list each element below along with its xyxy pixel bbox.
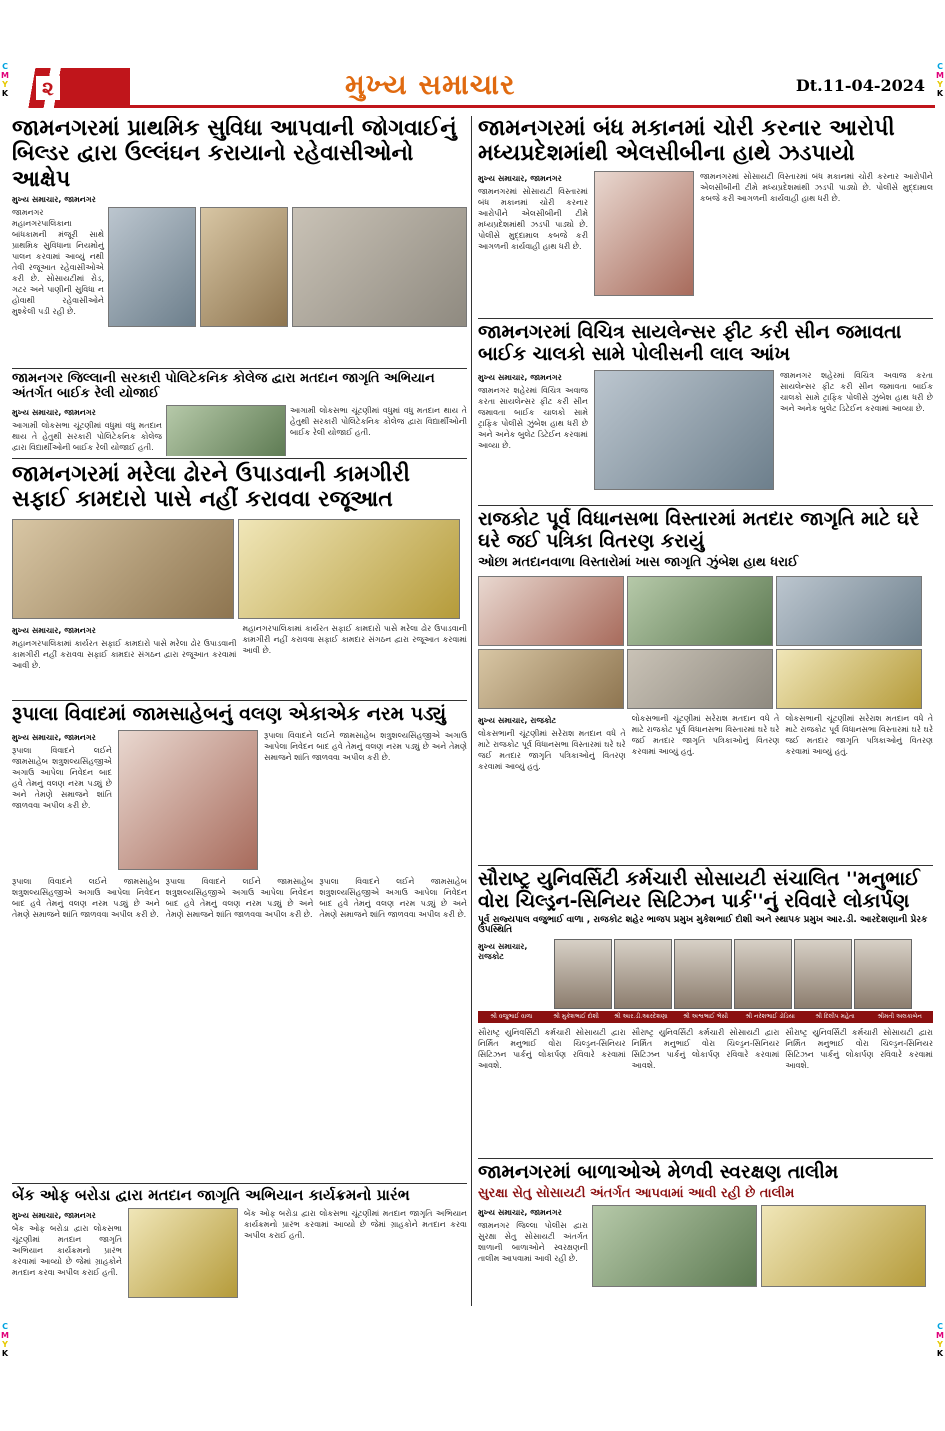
registration-marks-left-bottom: C M Y K	[1, 1322, 9, 1358]
byline: મુખ્ય સમાચાર, જામનગર	[478, 1207, 562, 1217]
registration-marks-right-bottom: C M Y K	[936, 1322, 944, 1358]
article-body: જામનગર જિલ્લા પોલીસ દ્વારા સુરક્ષા સેતુ સોસાયટી અંતર્ગત શાળાની બાળાઓને સ્વરક્ષણની તાલીમ આપવામાં આવી રહી છે.	[478, 1220, 588, 1263]
article-builder-violation	[12, 116, 467, 366]
registration-marks-right-top: C M Y K	[936, 62, 944, 98]
guest-portrait	[854, 939, 912, 1009]
byline: મુખ્ય સમાચાર, જામનગર	[12, 732, 96, 742]
article-body-continued: લોકસભાની ચૂંટણીમાં સરેરાશ મતદાન વધે તે માટે રાજકોટ પૂર્વ વિધાનસભા વિસ્તારમાં ઘરે ઘરે જઈ મતદાર જાગૃતિ પત્રિકાઓનું વિતરણ કરવામાં આવ્યું હતું.	[785, 713, 933, 756]
headline: સૌરાષ્ટ્ર યુનિવર્સિટી કર્મચારી સોસાયટી સંચાલિત ''મનુભાઈ વોરા ચિલ્ડ્રન-સિનિયર સિટિઝન પાર્ક''નું રવિવારે લોકાર્પણ	[478, 868, 920, 912]
article-body-continued: સૌરાષ્ટ્ર યુનિવર્સિટી કર્મચારી સોસાયટી દ્વારા નિર્મિત મનુભાઈ વોરા ચિલ્ડ્રન-સિનિયર સિટિઝન પાર્કનું લોકાર્પણ રવિવારે કરવામાં આવશે.	[785, 1027, 933, 1070]
article-photo	[238, 519, 460, 619]
byline: મુખ્ય સમાચાર, રાજકોટ	[478, 941, 528, 961]
byline: મુખ્ય સમાચાર, જામનગર	[12, 625, 96, 635]
headline: જામનગર જિલ્લાની સરકારી પોલિટેકનિક કોલેજ દ્વારા મતદાન જાગૃતિ અભિયાન અંતર્ગત બાઈક રેલી યોજાઈ	[12, 371, 435, 401]
byline: મુખ્ય સમાચાર, જામનગર	[12, 194, 96, 204]
subheadline: ઓછા મતદાનવાળા વિસ્તારોમાં ખાસ જાગૃતિ ઝુંબેશ હાથ ધરાઈ	[478, 554, 799, 570]
article-photo	[627, 649, 773, 709]
article-body-continued: રૂપાલા વિવાદને લઈને જામસાહેબ શત્રુશલ્યસિંહજીએ અગાઉ આપેલા નિવેદન બાદ હવે તેમનું વલણ નરમ પડ્યું છે અને તેમણે સમાજને શાંતિ જાળવવા અપીલ કરી છે.	[264, 730, 467, 762]
headline: જામનગરમાં બાળાઓએ મેળવી સ્વરક્ષણ તાલીમ	[478, 1161, 839, 1183]
article-photo	[478, 649, 624, 709]
subheadline: સુરક્ષા સેતુ સોસાયટી અંતર્ગત આપવામાં આવી રહી છે તાલીમ	[478, 1185, 795, 1201]
article-self-defense-training	[478, 1158, 933, 1308]
headline: જામનગરમાં બંધ મકાનમાં ચોરી કરનાર આરોપી મધ્યપ્રદેશમાંથી એલસીબીના હાથે ઝડપાયો	[478, 116, 895, 167]
article-polytechnic-bike-rally	[12, 368, 467, 456]
article-body-continued: જામનગરમાં સોસાયટી વિસ્તારમાં બંધ મકાનમાં ચોરી કરનાર આરોપીને એલસીબીની ટીમે મધ્યપ્રદેશમાંથી ઝડપી પાડ્યો છે. પોલીસે મુદ્દામાલ કબજે કરી આગળની કાર્યવાહી હાથ ધરી છે.	[700, 171, 933, 203]
page-number-badge	[10, 68, 130, 108]
article-body: સૌરાષ્ટ્ર યુનિવર્સિટી કર્મચારી સોસાયટી દ્વારા નિર્મિત મનુભાઈ વોરા ચિલ્ડ્રન-સિનિયર સિટિઝન પાર્કનું લોકાર્પણ રવિવારે કરવામાં આવશે.	[478, 1027, 626, 1070]
guest-portrait	[794, 939, 852, 1009]
article-rajkot-voter-awareness	[478, 505, 933, 860]
guest-caption: શ્રીમતી અલકાબેન	[877, 1012, 922, 1020]
guest-portrait	[614, 939, 672, 1009]
guest-portrait	[674, 939, 732, 1009]
issue-date: Dt.11-04-2024	[795, 76, 925, 95]
article-rupala-controversy	[12, 700, 467, 1180]
article-photo	[627, 576, 773, 646]
article-bank-of-baroda-campaign	[12, 1183, 467, 1308]
guest-caption: શ્રી આર.ડી.આરદેશણા	[614, 1012, 668, 1020]
headline: રૂપાલા વિવાદમાં જામસાહેબનું વલણ એકાએક નરમ પડ્યું	[12, 703, 447, 725]
byline: મુખ્ય સમાચાર, જામનગર	[478, 372, 562, 382]
article-body: આગામી લોકસભા ચૂંટણીમાં વધુમાં વધુ મતદાન થાય તે હેતુથી સરકારી પોલિટેકનિક કોલેજ દ્વારા વિદ્યાર્થીઓની બાઈક રેલી યોજાઈ હતી.	[12, 420, 162, 452]
article-photo	[292, 207, 467, 327]
article-theft-accused-arrested	[478, 116, 933, 316]
article-photo	[478, 576, 624, 646]
page-number: ૨	[36, 76, 60, 100]
byline: મુખ્ય સમાચાર, રાજકોટ	[478, 715, 557, 725]
article-photo	[108, 207, 196, 327]
registration-marks-left-top: C M Y K	[1, 62, 9, 98]
article-silencer-bikes	[478, 318, 933, 500]
headline: બેંક ઓફ બરોડા દ્વારા મતદાન જાગૃતિ અભિયાન કાર્યક્રમનો પ્રારંભ	[12, 1186, 410, 1204]
guest-caption: શ્રી નરેશભાઈ ડોડિયા	[745, 1012, 795, 1020]
guest-caption: શ્રી દિલીપ મહેતા	[815, 1012, 855, 1020]
article-body-continued: આગામી લોકસભા ચૂંટણીમાં વધુમાં વધુ મતદાન થાય તે હેતુથી સરકારી પોલિટેકનિક કોલેજ દ્વારા વિદ્યાર્થીઓની બાઈક રેલી યોજાઈ હતી.	[290, 405, 467, 437]
article-body: જામનગર મહાનગરપાલિકાના બાંધકામની મંજૂરી સાથે પ્રાથમિક સુવિધાના નિયમોનું પાલન કરવામાં આવ્યું નથી તેવી રજૂઆત રહેવાસીઓએ કરી છે. સોસાયટીમાં રોડ, ગટર અને પાણીની સુવિધા ન હોવાથી રહેવાસીઓને મુશ્કેલી પડી રહી છે.	[12, 207, 104, 316]
article-body: મહાનગરપાલિકામાં કાર્યરત સફાઈ કામદારો પાસે મરેલા ઢોર ઉપાડવાની કામગીરી નહીં કરાવવા સફાઈ કામદાર સંગઠન દ્વારા રજૂઆત કરવામાં આવી છે.	[12, 638, 237, 670]
byline: મુખ્ય સમાચાર, જામનગર	[478, 173, 562, 183]
article-photo	[761, 1205, 926, 1287]
article-photo	[776, 576, 922, 646]
guest-portrait	[554, 939, 612, 1009]
article-photo	[592, 1205, 757, 1287]
byline: મુખ્ય સમાચાર, જામનગર	[12, 1211, 96, 1221]
masthead	[10, 68, 935, 108]
article-photo	[12, 519, 234, 619]
headline: જામનગરમાં મરેલા ઢોરને ઉપાડવાની કામગીરી સફાઈ કામદારો પાસે નહીં કરાવવા રજૂઆત	[12, 462, 410, 513]
article-body-continued: મહાનગરપાલિકામાં કાર્યરત સફાઈ કામદારો પાસે મરેલા ઢોર ઉપાડવાની કામગીરી નહીં કરાવવા સફાઈ કામદાર સંગઠન દ્વારા રજૂઆત કરવામાં આવી છે.	[242, 623, 467, 655]
headline: જામનગરમાં પ્રાથમિક સુવિધા આપવાની જોગવાઈનું બિલ્ડર દ્વારા ઉલ્લંઘન કરાયાનો રહેવાસીઓનો આક્ષેપ	[12, 116, 457, 192]
article-park-inauguration	[478, 865, 933, 1155]
headline: રાજકોટ પૂર્વ વિધાનસભા વિસ્તારમાં મતદાર જાગૃતિ માટે ઘરે ઘરે જઈ પત્રિકા વિતરણ કરાયું	[478, 508, 920, 552]
guest-portrait	[734, 939, 792, 1009]
byline: મુખ્ય સમાચાર, જામનગર	[12, 407, 96, 417]
article-photo	[166, 405, 286, 456]
article-photo	[128, 1208, 238, 1298]
article-body-continued: સૌરાષ્ટ્ર યુનિવર્સિટી કર્મચારી સોસાયટી દ્વારા નિર્મિત મનુભાઈ વોરા ચિલ્ડ્રન-સિનિયર સિટિઝન પાર્કનું લોકાર્પણ રવિવારે કરવામાં આવશે.	[631, 1027, 780, 1070]
article-body-continued: રૂપાલા વિવાદને લઈને જામસાહેબ શત્રુશલ્યસિંહજીએ અગાઉ આપેલા નિવેદન બાદ હવે તેમનું વલણ નરમ પડ્યું છે અને તેમણે સમાજને શાંતિ જાળવવા અપીલ કરી છે.	[165, 876, 314, 919]
article-body-continued: રૂપાલા વિવાદને લઈને જામસાહેબ શત્રુશલ્યસિંહજીએ અગાઉ આપેલા નિવેદન બાદ હવે તેમનું વલણ નરમ પડ્યું છે અને તેમણે સમાજને શાંતિ જાળવવા અપીલ કરી છે.	[12, 876, 160, 919]
article-photo	[776, 649, 922, 709]
article-body-continued: જામનગર શહેરમાં વિચિત્ર અવાજ કરતા સાયલેન્સર ફીટ કરી સીન જમાવતા બાઈક ચાલકો સામે ટ્રાફિક પોલીસે ઝુંબેશ હાથ ધરી છે અને અનેક બુલેટ ડિટેઈન કરવામાં આવ્યા છે.	[780, 370, 933, 413]
subheadline: પૂર્વ રાજ્યપાલ વજુભાઈ વાળા , રાજકોટ શહેર ભાજપ પ્રમુખ મુકેશભાઈ દોશી અને સ્થાપક પ્રમુખ આર.ડી. આરદેશણાની પ્રેરક ઉપસ્થિતિ	[478, 914, 928, 935]
article-body: રૂપાલા વિવાદને લઈને જામસાહેબ શત્રુશલ્યસિંહજીએ અગાઉ આપેલા નિવેદન બાદ હવે તેમનું વલણ નરમ પડ્યું છે અને તેમણે સમાજને શાંતિ જાળવવા અપીલ કરી છે.	[12, 745, 112, 810]
article-body: બેંક ઓફ બરોડા દ્વારા લોકસભા ચૂંટણીમાં મતદાન જાગૃતિ અભિયાન કાર્યક્રમનો પ્રારંભ કરવામાં આવ્યો છે જેમાં ગ્રાહકોને મતદાન કરવા અપીલ કરાઈ હતી.	[12, 1224, 122, 1278]
guest-caption: શ્રી મુકેશભાઈ દોશી	[553, 1012, 599, 1020]
article-body-continued: રૂપાલા વિવાદને લઈને જામસાહેબ શત્રુશલ્યસિંહજીએ અગાઉ આપેલા નિવેદન બાદ હવે તેમનું વલણ નરમ પડ્યું છે અને તેમણે સમાજને શાંતિ જાળવવા અપીલ કરી છે.	[319, 876, 467, 919]
seized-bikes-photo	[594, 370, 774, 490]
article-dead-cattle-representation	[12, 458, 467, 698]
page-title: મુખ્ય સમાચાર	[345, 68, 516, 101]
headline: જામનગરમાં વિચિત્ર સાયલેન્સર ફીટ કરી સીન જમાવતા બાઈક ચાલકો સામે પોલીસની લાલ આંખ	[478, 321, 902, 365]
column-divider	[471, 116, 472, 1306]
article-body: લોકસભાની ચૂંટણીમાં સરેરાશ મતદાન વધે તે માટે રાજકોટ પૂર્વ વિધાનસભા વિસ્તારમાં ઘરે ઘરે જઈ મતદાર જાગૃતિ પત્રિકાઓનું વિતરણ કરવામાં આવ્યું હતું.	[478, 728, 626, 771]
jamsaheb-portrait	[118, 730, 258, 870]
article-body-continued: બેંક ઓફ બરોડા દ્વારા લોકસભા ચૂંટણીમાં મતદાન જાગૃતિ અભિયાન કાર્યક્રમનો પ્રારંભ કરવામાં આવ્યો છે જેમાં ગ્રાહકોને મતદાન કરવા અપીલ કરાઈ હતી.	[244, 1209, 467, 1241]
guest-captions	[478, 1011, 933, 1023]
article-photo	[200, 207, 288, 327]
article-body: જામનગર શહેરમાં વિચિત્ર અવાજ કરતા સાયલેન્સર ફીટ કરી સીન જમાવતા બાઈક ચાલકો સામે ટ્રાફિક પોલીસે ઝુંબેશ હાથ ધરી છે અને અનેક બુલેટ ડિટેઈન કરવામાં આવ્યા છે.	[478, 385, 588, 450]
guest-caption: શ્રી વજુભાઈ વાળા	[490, 1012, 533, 1020]
article-body-continued: લોકસભાની ચૂંટણીમાં સરેરાશ મતદાન વધે તે માટે રાજકોટ પૂર્વ વિધાનસભા વિસ્તારમાં ઘરે ઘરે જઈ મતદાર જાગૃતિ પત્રિકાઓનું વિતરણ કરવામાં આવ્યું હતું.	[631, 713, 780, 756]
accused-photo	[594, 171, 694, 296]
article-body: જામનગરમાં સોસાયટી વિસ્તારમાં બંધ મકાનમાં ચોરી કરનાર આરોપીને એલસીબીની ટીમે મધ્યપ્રદેશમાંથી ઝડપી પાડ્યો છે. પોલીસે મુદ્દામાલ કબજે કરી આગળની કાર્યવાહી હાથ ધરી છે.	[478, 186, 588, 251]
guest-caption: શ્રી અશ્વભાઈ ભેંસી	[683, 1012, 728, 1020]
